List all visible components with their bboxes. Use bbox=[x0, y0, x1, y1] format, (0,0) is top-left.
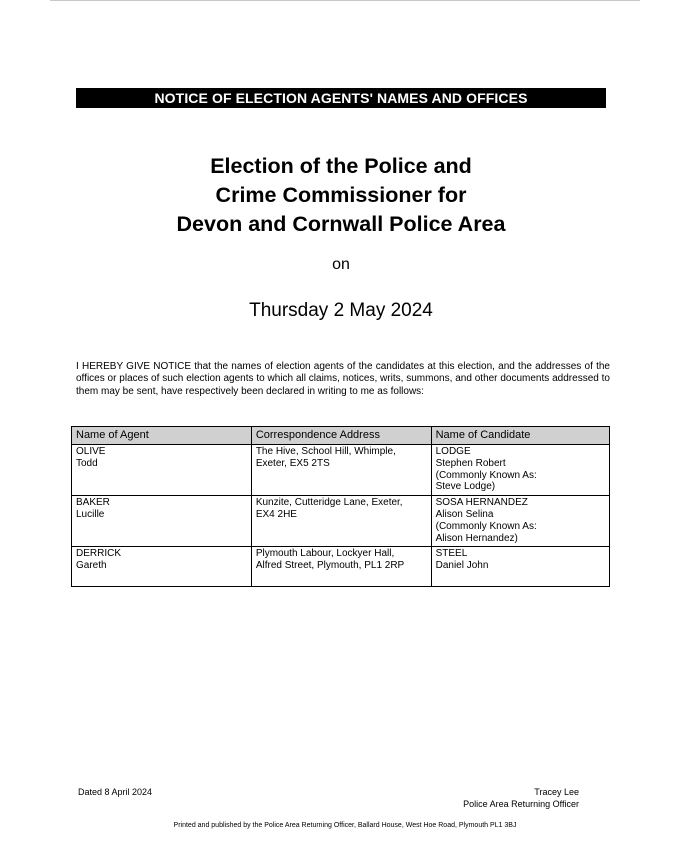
signatory-block bbox=[463, 786, 579, 810]
on-label: on bbox=[332, 256, 350, 273]
address-cell bbox=[251, 547, 431, 587]
table-row bbox=[72, 445, 610, 496]
address-cell bbox=[251, 496, 431, 547]
agent-surname: OLIVE bbox=[76, 446, 106, 457]
agent-surname: DERRICK bbox=[76, 548, 122, 560]
notice-banner: NOTICE OF ELECTION AGENTS' NAMES AND OFFICES bbox=[76, 88, 606, 108]
candidate-forenames: Stephen Robert bbox=[435, 457, 506, 469]
candidate-known-as: (Commonly Known As: bbox=[435, 520, 537, 532]
header-name-of-candidate: Name of Candidate bbox=[431, 427, 609, 445]
table-header-row bbox=[72, 427, 610, 445]
candidate-cell bbox=[431, 496, 609, 547]
address-line: Exeter, EX5 2TS bbox=[255, 457, 330, 469]
candidate-known-as: Steve Lodge) bbox=[435, 481, 496, 493]
address-line: Alfred Street, Plymouth, PL1 2RP bbox=[255, 560, 405, 572]
candidate-known-as: Alison Hernandez) bbox=[435, 532, 518, 544]
candidate-surname: SOSA HERNANDEZ bbox=[435, 497, 528, 509]
candidate-surname: LODGE bbox=[435, 446, 471, 457]
top-divider bbox=[50, 0, 640, 1]
header-correspondence-address: Correspondence Address bbox=[251, 427, 431, 445]
candidate-cell bbox=[431, 547, 609, 587]
address-line: Plymouth Labour, Lockyer Hall, bbox=[255, 548, 395, 560]
agents-table bbox=[71, 426, 610, 587]
signatory-name: Tracey Lee bbox=[534, 787, 579, 797]
address-line: Kunzite, Cutteridge Lane, Exeter, bbox=[255, 497, 403, 509]
address-cell bbox=[251, 445, 431, 496]
candidate-cell bbox=[431, 445, 609, 496]
agent-forename: Todd bbox=[76, 457, 98, 469]
agent-forename: Lucille bbox=[76, 508, 105, 520]
election-title bbox=[76, 152, 606, 239]
candidate-forenames: Daniel John bbox=[435, 560, 489, 572]
imprint-footer: Printed and published by the Police Area Returning Officer, Ballard House, West Hoe Road, Plymouth PL1 3BJ bbox=[173, 822, 517, 829]
agent-surname: BAKER bbox=[76, 497, 110, 509]
header-name-of-agent: Name of Agent bbox=[72, 427, 252, 445]
election-date: Thursday 2 May 2024 bbox=[249, 300, 433, 321]
address-line: EX4 2HE bbox=[255, 508, 297, 520]
title-line-3: Devon and Cornwall Police Area bbox=[176, 212, 506, 236]
agent-cell bbox=[72, 445, 252, 496]
table-row bbox=[72, 496, 610, 547]
title-line-2: Crime Commissioner for bbox=[215, 183, 467, 207]
candidate-forenames: Alison Selina bbox=[435, 508, 494, 520]
candidate-surname: STEEL bbox=[435, 548, 468, 560]
notice-paragraph: I HEREBY GIVE NOTICE that the names of election agents of the candidates at this election, and the addresses of the offices or places of such election agents to which all claims, notices, writs, summons, and other documents addressed to them may be sent, have respectively been declared in writing to me as follows: bbox=[76, 361, 610, 397]
address-line: The Hive, School Hill, Whimple, bbox=[255, 446, 396, 457]
candidate-known-as: (Commonly Known As: bbox=[435, 469, 537, 481]
agent-forename: Gareth bbox=[76, 560, 107, 572]
dated-line: Dated 8 April 2024 bbox=[78, 787, 153, 797]
agent-cell bbox=[72, 547, 252, 587]
title-line-1: Election of the Police and bbox=[210, 154, 472, 178]
agent-cell bbox=[72, 496, 252, 547]
signatory-role: Police Area Returning Officer bbox=[463, 799, 579, 809]
table-row bbox=[72, 547, 610, 587]
